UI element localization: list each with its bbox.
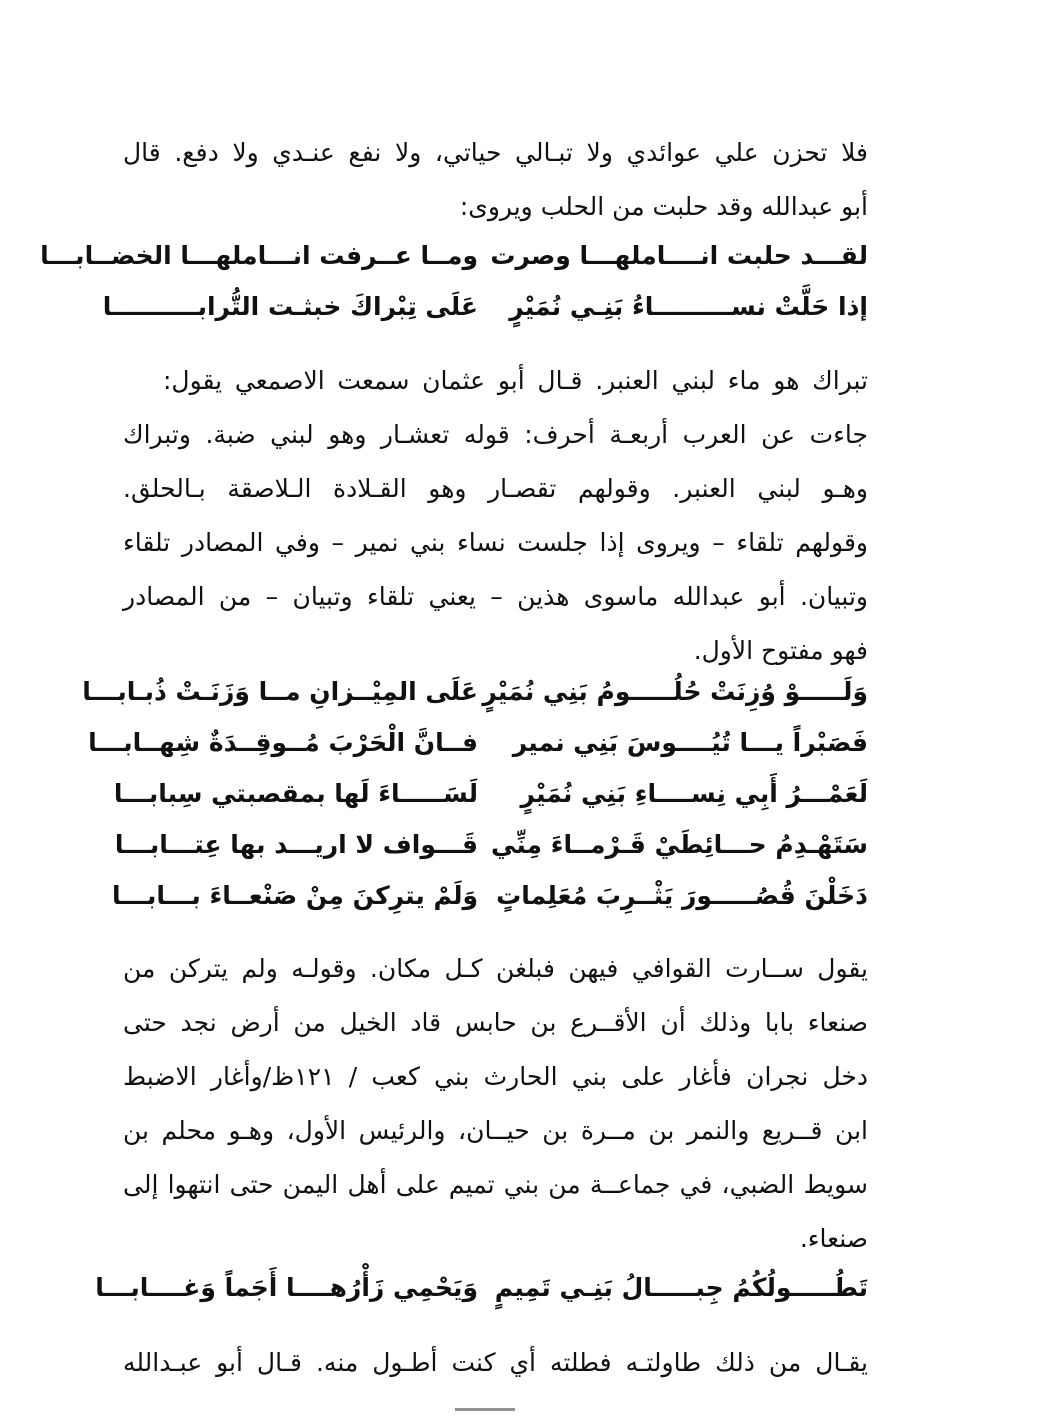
verse-first-hemistich: وَلَـــــوْ وُزِنَتْ حُلُـــــومُ بَنِي نُمَيْرٍ — [482, 677, 868, 706]
verse-first-hemistich: فَصَبْراً يـــا تُيُــــوسَ بَنِي نمير — [512, 728, 868, 757]
paragraph-4 — [123, 1336, 868, 1390]
verse-line — [111, 870, 868, 921]
text-line: صنعاء بابا وذلك أن الأقــرع بن حابس قاد الخيل من أرض نجد حتى — [123, 1008, 868, 1037]
text-line: دخل نجران فأغار على بني الحارث بني كعب / ١٢١ظ/وأغار الاضبط — [123, 1062, 869, 1091]
verse-second-hemistich: ومــا عــرفت انـــاملهـــا الخضــابـــا — [40, 241, 478, 270]
verse-line — [40, 230, 868, 281]
page-number-fragment — [455, 1408, 515, 1426]
verse-line — [82, 666, 868, 717]
verse-first-hemistich: إذا حَلَّتْ نســـــــــاءُ بَنِـي نُمَيْرٍ — [509, 292, 868, 321]
verse-group-1 — [40, 230, 868, 332]
paragraph-2 — [123, 354, 868, 678]
paragraph-1 — [123, 126, 868, 234]
verse-second-hemistich: عَلَى المِيْــزانِ مــا وَزَنَـتْ ذُبـابـــا — [82, 677, 478, 706]
verse-line — [114, 819, 868, 870]
text-line: صنعاء. — [799, 1224, 868, 1253]
text-line: فلا تحزن علي عوائدي ولا تبـالي حياتي، ولا نفع عنـدي ولا دفع. قال — [123, 138, 868, 167]
verse-second-hemistich: قَـــواف لا اريـــد بها عِتـــابـــا — [114, 830, 478, 859]
verse-line — [102, 281, 868, 332]
verse-first-hemistich: سَتَهْـدِمُ حـــائِطَيْ قَـرْمــاءَ مِنِّي — [491, 830, 868, 859]
text-line: ابن قــريع والنمر بن مــرة بن حيــان، والرئيس الأول، وهـو محلم بن — [123, 1116, 868, 1145]
text-line: يقـال من ذلك طاولتـه فطلته أي كنت أطـول منه. قـال أبو عبـدالله — [123, 1348, 868, 1377]
verse-first-hemistich: لَعَمْـــرُ أَبِي نِســــاءِ بَنِي نُمَيْرٍ — [520, 779, 868, 808]
text-line: وتبيان. أبو عبدالله ماسوى هذين – يعني تلقاء وتبيان – من المصادر — [123, 582, 868, 611]
text-line: جاءت عن العرب أربعـة أحرف: قوله تعشـار وهو لبني ضبة. وتبراك — [123, 420, 868, 449]
verse-line — [113, 768, 868, 819]
verse-second-hemistich: لَسَـــــاءَ لَها بمقصبتي سِبابـــا — [113, 779, 478, 808]
paragraph-3 — [123, 942, 868, 1266]
verse-first-hemistich: لقـــد حلبت انــــاملهـــا وصرت — [490, 241, 868, 270]
text-line: سويط الضبي، في جماعــة من بني تميم على أهل اليمن حتى انتهوا إلى — [123, 1170, 868, 1199]
verse-second-hemistich: فــانَّ الْحَرْبَ مُــوقِــدَةٌ شِهــابـــا — [88, 728, 478, 757]
text-line: أبو عبدالله وقد حلبت من الحلب ويروى: — [459, 192, 868, 221]
verse-group-2 — [82, 666, 868, 921]
text-line: يقول ســارت القوافي فيهن فبلغن كـل مكان. وقولـه ولم يتركن من — [123, 954, 868, 983]
verse-group-3 — [95, 1262, 868, 1313]
text-line: تبراك هو ماء لبني العنبر. قـال أبو عثمان سمعت الاصمعي يقول: — [163, 366, 868, 395]
verse-second-hemistich: عَلَى تِبْراكَ خبثـت التُّرابــــــــــا — [102, 292, 478, 321]
verse-first-hemistich: دَخَلْنَ قُصُـــــورَ يَثْــرِبَ مُعَلِماتٍ — [496, 881, 868, 910]
verse-second-hemistich: وَلَمْ يترِكنَ مِنْ صَنْعــاءَ بـــابـــا — [111, 881, 478, 910]
verse-second-hemistich: وَيَحْمِي زَأْرُهــــا أَجَماً وَغــــابـــا — [95, 1273, 478, 1302]
verse-first-hemistich: تَطُـــــولُكُمُ جِبـــــالُ بَنِـي تَمِيمٍ — [494, 1273, 868, 1302]
verse-line — [88, 717, 868, 768]
verse-line — [95, 1262, 868, 1313]
text-line: وهـو لبني العنبر. وقولهم تقصـار وهو القـلادة الـلاصقة بـالحلق. — [123, 474, 868, 503]
text-line: وقولهم تلقاء – ويروى إذا جلست نساء بني نمير – وفي المصادر تلقاء — [123, 528, 868, 557]
text-line: فهو مفتوح الأول. — [693, 636, 868, 665]
